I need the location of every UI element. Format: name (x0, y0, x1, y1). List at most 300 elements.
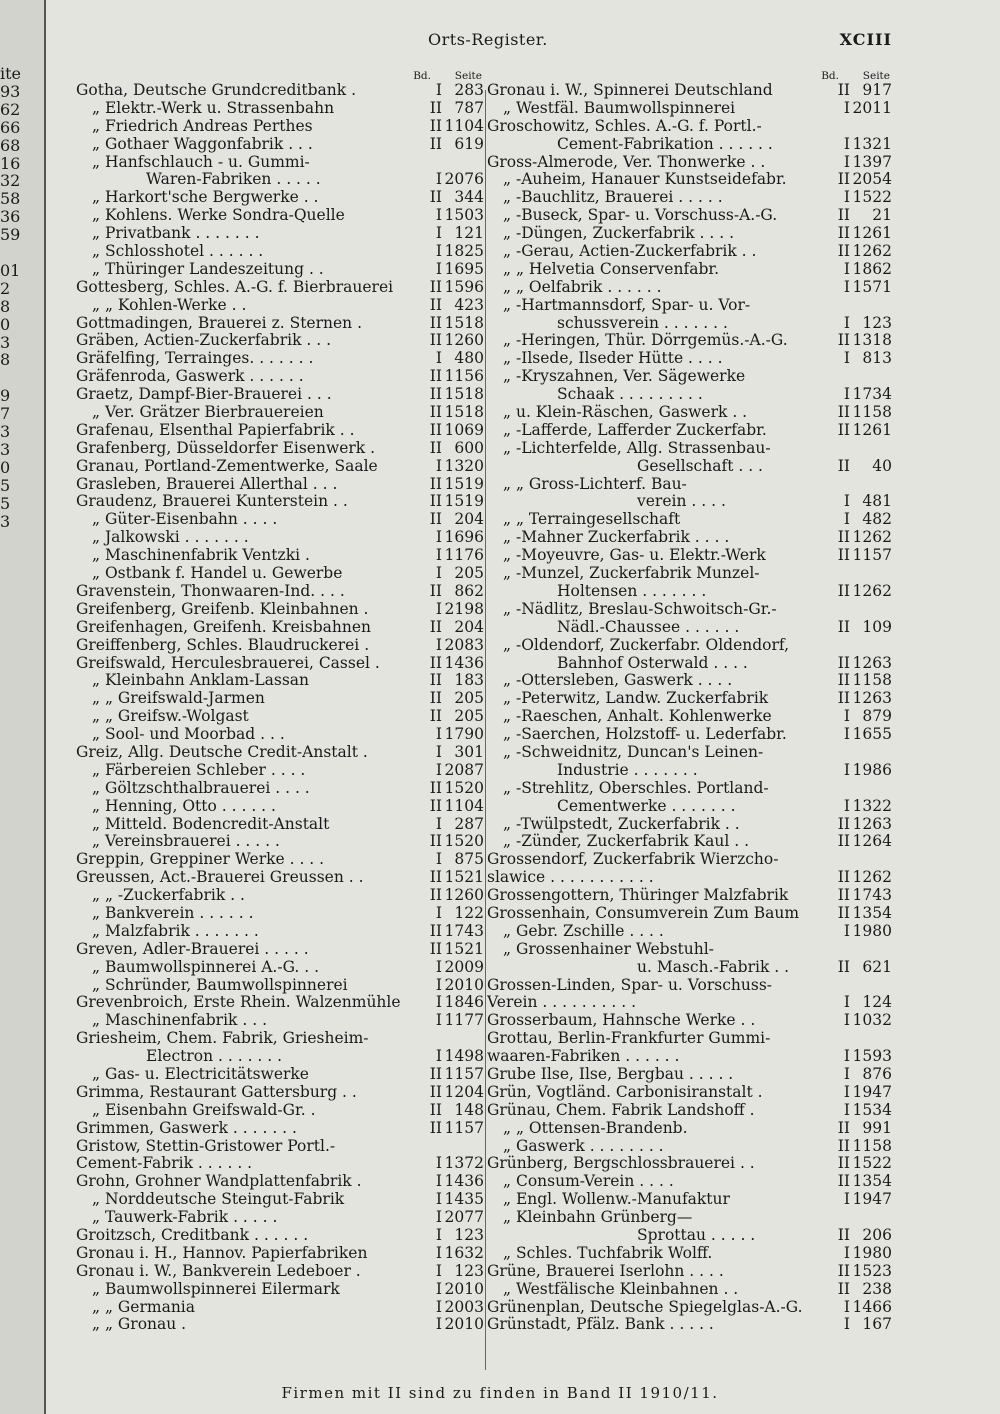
entry-band: II (429, 98, 442, 117)
entry-band: I (843, 152, 850, 171)
entry-page: 1947 (852, 1190, 892, 1209)
register-entry (487, 1138, 892, 1156)
margin-fragment: 0 (0, 314, 11, 334)
entry-text: Greppin, Greppiner Werke . . . . (76, 851, 325, 869)
entry-text: „ Henning, Otto . . . . . . (92, 797, 276, 815)
entry-text: Grossengottern, Thüringer Malzfabrik (487, 887, 789, 905)
entry-page: 787 (454, 98, 484, 117)
entry-text: „ Ver. Grätzer Bierbrauereien (92, 404, 324, 422)
entry-text: Greifenberg, Greifenb. Kleinbahnen . (76, 600, 369, 618)
entry-band: I (843, 1082, 850, 1101)
entry-page: 1260 (444, 886, 484, 905)
register-entry (76, 959, 484, 977)
column-divider (485, 90, 486, 1370)
register-entry (76, 171, 484, 189)
entry-text: Gronau i. H., Hannov. Papierfabriken (76, 1244, 368, 1262)
entry-text: „ Elektr.-Werk u. Strassenbahn (92, 99, 335, 117)
register-entry (487, 1173, 892, 1191)
register-entry (76, 529, 484, 547)
entry-page: 1466 (852, 1297, 892, 1316)
entry-text: Grünstadt, Pfälz. Bank . . . . . (487, 1316, 714, 1334)
register-entry (487, 404, 892, 422)
entry-page: 1262 (852, 581, 892, 600)
entry-band: I (843, 1064, 850, 1083)
entry-text: „ Schles. Tuchfabrik Wolff. (503, 1244, 713, 1262)
entry-page: 123 (862, 313, 892, 332)
entry-band: I (435, 81, 442, 99)
entry-band: II (429, 653, 442, 672)
right-column-heading (487, 70, 892, 82)
entry-page: 1522 (852, 188, 892, 207)
entry-band: II (429, 1082, 442, 1101)
register-entry (487, 690, 892, 708)
register-entry (76, 511, 484, 529)
register-entry (487, 171, 892, 189)
register-entry (76, 1173, 484, 1191)
entry-band: I (435, 1208, 442, 1227)
register-entry (76, 189, 484, 207)
entry-text: „ Bankverein . . . . . . (92, 904, 254, 922)
seite-heading: Seite (862, 70, 890, 82)
register-entry (487, 798, 892, 816)
entry-text: Bahnhof Osterwald . . . . (557, 654, 748, 672)
register-entry (76, 1316, 484, 1334)
register-entry (487, 136, 892, 154)
entry-page: 1521 (444, 868, 484, 887)
left-column (76, 70, 484, 1334)
register-entry (487, 637, 892, 655)
register-entry (487, 261, 892, 279)
entry-band: II (429, 868, 442, 887)
entry-band: II (429, 1118, 442, 1137)
entry-band: II (837, 206, 850, 225)
entry-page: 1435 (444, 1190, 484, 1209)
entry-text: „ Kleinbahn Grünberg— (503, 1209, 693, 1227)
register-entry (487, 833, 892, 851)
margin-fragment: 59 (0, 225, 21, 245)
entry-band: II (429, 385, 442, 404)
register-entry (76, 690, 484, 708)
entry-band: II (837, 1118, 850, 1137)
entry-text: waaren-Fabriken . . . . . . (487, 1048, 680, 1066)
margin-fragment: 68 (0, 135, 21, 155)
entry-page: 206 (862, 1226, 892, 1244)
entry-text: „ -Hartmannsdorf, Spar- u. Vor- (503, 296, 751, 314)
entry-text: „ Schlosshotel . . . . . . (92, 243, 264, 261)
entry-band: II (837, 331, 850, 350)
margin-fragment: 3 (0, 511, 11, 531)
register-entry (487, 816, 892, 834)
register-entry (487, 977, 892, 995)
entry-text: Schaak . . . . . . . . . (557, 386, 703, 404)
entry-band: II (429, 778, 442, 797)
entry-band: I (843, 921, 850, 940)
entry-page: 123 (454, 1226, 484, 1244)
entry-text: „ -Munzel, Zuckerfabrik Munzel- (503, 565, 760, 583)
register-entry (487, 1209, 892, 1227)
entry-page: 879 (862, 707, 892, 726)
entry-band: II (429, 832, 442, 851)
entry-band: II (837, 528, 850, 547)
entry-text: Cement-Fabrik . . . . . . (76, 1155, 253, 1173)
entry-text: u. Masch.-Fabrik . . (637, 958, 790, 976)
entry-band: I (435, 1279, 442, 1298)
entry-band: II (429, 707, 442, 726)
entry-text: „ „ Oelfabrik . . . . . . (503, 278, 662, 296)
register-entry (487, 905, 892, 923)
entry-band: II (837, 546, 850, 565)
register-entry (487, 1263, 892, 1281)
entry-page: 1518 (444, 403, 484, 422)
register-entry (487, 476, 892, 494)
entry-band: I (843, 492, 850, 511)
entry-band: I (843, 510, 850, 529)
entry-text: Greifenhagen, Greifenh. Kreisbahnen (76, 618, 371, 636)
register-entry (76, 583, 484, 601)
register-entry (487, 154, 892, 172)
entry-band: II (429, 939, 442, 958)
entry-band: II (429, 403, 442, 422)
entry-text: „ -Saerchen, Holzstoff- u. Lederfabr. (503, 726, 787, 744)
entry-page: 287 (454, 814, 484, 833)
entry-band: II (429, 331, 442, 350)
register-entry (487, 583, 892, 601)
entry-text: „ Färbereien Schleber . . . . (92, 761, 306, 779)
entry-band: II (429, 921, 442, 940)
entry-page: 1354 (852, 903, 892, 922)
entry-band: II (837, 81, 850, 99)
entry-text: Industrie . . . . . . . (557, 761, 698, 779)
entry-page: 205 (454, 689, 484, 708)
entry-text: Gronau i. W., Bankverein Ledeboer . (76, 1262, 361, 1280)
entry-page: 1372 (444, 1154, 484, 1173)
entry-text: Grünau, Chem. Fabrik Landshoff . (487, 1101, 755, 1119)
register-entry (487, 297, 892, 315)
register-entry (76, 458, 484, 476)
entry-text: „ -Strehlitz, Oberschles. Portland- (503, 779, 769, 797)
entry-page: 1846 (444, 993, 484, 1012)
entry-page: 2077 (444, 1208, 484, 1227)
register-entry (76, 941, 484, 959)
entry-band: I (843, 277, 850, 296)
register-entry (487, 350, 892, 368)
entry-band: I (435, 993, 442, 1012)
entry-page: 238 (862, 1279, 892, 1298)
margin-fragment: 5 (0, 493, 11, 513)
register-entry (487, 1299, 892, 1317)
entry-text: Grottau, Berlin-Frankfurter Gummi- (487, 1030, 771, 1048)
margin-fragment: 32 (0, 171, 21, 191)
entry-page: 876 (862, 1064, 892, 1083)
entry-page: 1032 (852, 1011, 892, 1030)
entry-text: „ „ Greifsw.-Wolgast (92, 708, 249, 726)
entry-band: I (435, 456, 442, 475)
entry-text: „ Güter-Eisenbahn . . . . (92, 511, 278, 529)
entry-page: 423 (454, 295, 484, 314)
register-entry (76, 297, 484, 315)
entry-text: „ -Auheim, Hanauer Kunstseidefabr. (503, 171, 787, 189)
entry-page: 1520 (444, 832, 484, 851)
register-entry (487, 1191, 892, 1209)
entry-band: I (435, 742, 442, 761)
entry-text: Gronau i. W., Spinnerei Deutschland (487, 82, 773, 99)
register-entry (76, 869, 484, 887)
entry-band: I (435, 760, 442, 779)
entry-band: II (429, 492, 442, 511)
entry-page: 1596 (444, 277, 484, 296)
register-entry (76, 404, 484, 422)
entry-band: I (435, 1011, 442, 1030)
entry-text: Cementwerke . . . . . . . (557, 797, 736, 815)
register-entry (487, 565, 892, 583)
register-entry (76, 1066, 484, 1084)
register-entry (487, 1281, 892, 1299)
entry-text: „ Gaswerk . . . . . . . . (503, 1137, 664, 1155)
register-entry (487, 1316, 892, 1334)
entry-band: II (429, 671, 442, 690)
entry-band: I (843, 760, 850, 779)
register-entry (76, 1048, 484, 1066)
entry-text: Grube Ilse, Ilse, Bergbau . . . . . (487, 1065, 734, 1083)
entry-band: II (429, 796, 442, 815)
entry-band: I (435, 725, 442, 744)
entry-text: „ Eisenbahn Greifswald-Gr. . (92, 1101, 316, 1119)
entry-text: „ -Schweidnitz, Duncan's Leinen- (503, 743, 764, 761)
entry-band: II (837, 671, 850, 690)
register-entry (76, 816, 484, 834)
entry-page: 2009 (444, 957, 484, 976)
register-entry (487, 189, 892, 207)
entry-band: II (837, 617, 850, 636)
entry-band: I (843, 725, 850, 744)
entry-page: 1947 (852, 1082, 892, 1101)
entry-text: Grosserbaum, Hahnsche Werke . . (487, 1012, 756, 1030)
register-entry (487, 762, 892, 780)
entry-band: II (837, 1279, 850, 1298)
entry-page: 1980 (852, 1243, 892, 1262)
entry-text: „ „ Gross-Lichterf. Bau- (503, 475, 687, 493)
entry-band: I (843, 134, 850, 153)
entry-page: 1176 (444, 546, 484, 565)
entry-page: 1436 (444, 653, 484, 672)
entry-band: I (843, 98, 850, 117)
entry-page: 283 (454, 81, 484, 99)
entry-band: I (843, 313, 850, 332)
entry-page: 167 (862, 1315, 892, 1334)
register-entry (76, 1155, 484, 1173)
entry-text: „ „ Germania (92, 1298, 195, 1316)
entry-text: Sprottau . . . . . (637, 1227, 756, 1244)
entry-text: „ Baumwollspinnerei A.-G. . . (92, 958, 320, 976)
entry-band: I (435, 242, 442, 261)
entry-band: I (843, 1011, 850, 1030)
register-entry (487, 386, 892, 404)
register-entry (76, 744, 484, 762)
entry-text: Gottesberg, Schles. A.-G. f. Bierbrauerei (76, 278, 394, 296)
register-entry (76, 1120, 484, 1138)
margin-fragment: 01 (0, 260, 21, 280)
entry-text: Greussen, Act.-Brauerei Greussen . . (76, 869, 364, 887)
register-entry (487, 708, 892, 726)
entry-page: 183 (454, 671, 484, 690)
entry-band: I (843, 1297, 850, 1316)
entry-band: II (429, 474, 442, 493)
entry-page: 875 (454, 850, 484, 869)
entry-band: I (843, 188, 850, 207)
entry-band: I (435, 957, 442, 976)
margin-fragment: ite (0, 64, 22, 83)
entry-band: II (837, 1136, 850, 1155)
register-entry (76, 154, 484, 172)
entry-page: 1158 (852, 671, 892, 690)
entry-band: I (435, 259, 442, 278)
register-entry (76, 726, 484, 744)
entry-page: 1156 (444, 367, 484, 386)
entry-text: „ Jalkowski . . . . . . . (92, 529, 249, 547)
entry-page: 1260 (444, 331, 484, 350)
register-entry (76, 493, 484, 511)
entry-text: Gräfelfing, Terrainges. . . . . . . (76, 350, 314, 368)
margin-fragment: 16 (0, 153, 21, 173)
register-entry (76, 207, 484, 225)
entry-text: „ Norddeutsche Steingut-Fabrik (92, 1191, 345, 1209)
entry-text: Grün, Vogtländ. Carbonisiranstalt . (487, 1083, 763, 1101)
entry-text: „ -Oldendorf, Zuckerfabr. Oldendorf, (503, 636, 790, 654)
register-entry (76, 762, 484, 780)
entry-page: 2083 (444, 635, 484, 654)
entry-text: Gräben, Actien-Zuckerfabrik . . . (76, 332, 332, 350)
entry-text: „ Malzfabrik . . . . . . . (92, 922, 259, 940)
entry-page: 1593 (852, 1047, 892, 1066)
entry-text: Nädl.-Chaussee . . . . . . (557, 618, 740, 636)
register-entry (76, 279, 484, 297)
entry-text: Grünenplan, Deutsche Spiegelglas-A.-G. (487, 1298, 803, 1316)
entry-band: II (837, 886, 850, 905)
entry-page: 600 (454, 438, 484, 457)
entry-band: II (837, 170, 850, 189)
entry-band: I (435, 1297, 442, 1316)
entry-text: schussverein . . . . . . . (557, 314, 728, 332)
register-entry (76, 261, 484, 279)
register-entry (76, 637, 484, 655)
entry-band: I (435, 975, 442, 994)
entry-band: II (837, 689, 850, 708)
register-entry (76, 476, 484, 494)
entry-band: II (429, 510, 442, 529)
entry-page: 1263 (852, 653, 892, 672)
register-entry (76, 440, 484, 458)
margin-fragment: 3 (0, 439, 11, 459)
register-entry (76, 1245, 484, 1263)
entry-page: 619 (454, 134, 484, 153)
entry-text: „ „ Gronau . (92, 1316, 187, 1334)
register-entry (76, 118, 484, 136)
left-entry-list (76, 82, 484, 1334)
entry-band: II (837, 903, 850, 922)
entry-text: „ -Lafferde, Lafferder Zuckerfabr. (503, 421, 767, 439)
entry-page: 2010 (444, 975, 484, 994)
entry-page: 1177 (444, 1011, 484, 1030)
entry-text: „ Westfälische Kleinbahnen . . (503, 1280, 739, 1298)
entry-page: 1261 (852, 224, 892, 243)
register-entry (76, 1227, 484, 1245)
entry-text: „ -Bauchlitz, Brauerei . . . . . (503, 189, 723, 207)
entry-band: II (429, 581, 442, 600)
entry-band: II (429, 367, 442, 386)
entry-band: I (435, 1226, 442, 1244)
entry-text: „ Baumwollspinnerei Eilermark (92, 1280, 340, 1298)
entry-band: II (837, 832, 850, 851)
entry-band: II (837, 456, 850, 475)
entry-page: 1263 (852, 689, 892, 708)
entry-text: „ -Gerau, Actien-Zuckerfabrik . . (503, 243, 757, 261)
register-entry (76, 1281, 484, 1299)
register-entry (76, 977, 484, 995)
register-entry (487, 279, 892, 297)
entry-text: „ „ Terraingesellschaft (503, 511, 681, 529)
entry-text: Greven, Adler-Brauerei . . . . . (76, 940, 309, 958)
entry-page: 1158 (852, 1136, 892, 1155)
register-entry (76, 780, 484, 798)
entry-text: „ Grossenhainer Webstuhl- (503, 940, 714, 958)
entry-band: II (837, 1154, 850, 1173)
register-entry (76, 350, 484, 368)
entry-text: Graetz, Dampf-Bier-Brauerei . . . (76, 386, 332, 404)
entry-text: Gotha, Deutsche Grundcreditbank . (76, 82, 356, 99)
register-entry (487, 941, 892, 959)
entry-page: 482 (862, 510, 892, 529)
register-entry (487, 100, 892, 118)
entry-text: Grimmen, Gaswerk . . . . . . . (76, 1119, 297, 1137)
page-number: XCIII (839, 30, 892, 49)
entry-text: Grohn, Grohner Wandplattenfabrik . (76, 1173, 362, 1191)
register-entry (487, 332, 892, 350)
entry-page: 1632 (444, 1243, 484, 1262)
entry-page: 2198 (444, 599, 484, 618)
register-entry (76, 994, 484, 1012)
entry-text: Electron . . . . . . . (146, 1048, 283, 1066)
entry-page: 1397 (852, 152, 892, 171)
entry-band: II (429, 188, 442, 207)
entry-text: „ Gebr. Zschille . . . . (503, 922, 664, 940)
margin-fragment: 66 (0, 117, 21, 137)
entry-text: Grüne, Brauerei Iserlohn . . . . (487, 1262, 724, 1280)
register-entry (487, 1155, 892, 1173)
entry-text: „ „ Helvetia Conservenfabr. (503, 260, 720, 278)
register-entry (487, 368, 892, 386)
register-entry (487, 1012, 892, 1030)
entry-band: II (837, 224, 850, 243)
entry-page: 1980 (852, 921, 892, 940)
register-entry (76, 1209, 484, 1227)
entry-page: 621 (862, 957, 892, 976)
entry-page: 480 (454, 349, 484, 368)
register-entry (487, 511, 892, 529)
entry-band: II (837, 1172, 850, 1191)
entry-page: 1318 (852, 331, 892, 350)
entry-band: II (837, 1226, 850, 1244)
register-entry (487, 672, 892, 690)
entry-page: 1518 (444, 313, 484, 332)
register-entry (76, 708, 484, 726)
entry-band: I (435, 1243, 442, 1262)
entry-page: 344 (454, 188, 484, 207)
register-entry (76, 225, 484, 243)
entry-page: 1520 (444, 778, 484, 797)
entry-text: Grossen-Linden, Spar- u. Vorschuss- (487, 976, 773, 994)
entry-band: I (435, 564, 442, 583)
register-entry (76, 100, 484, 118)
